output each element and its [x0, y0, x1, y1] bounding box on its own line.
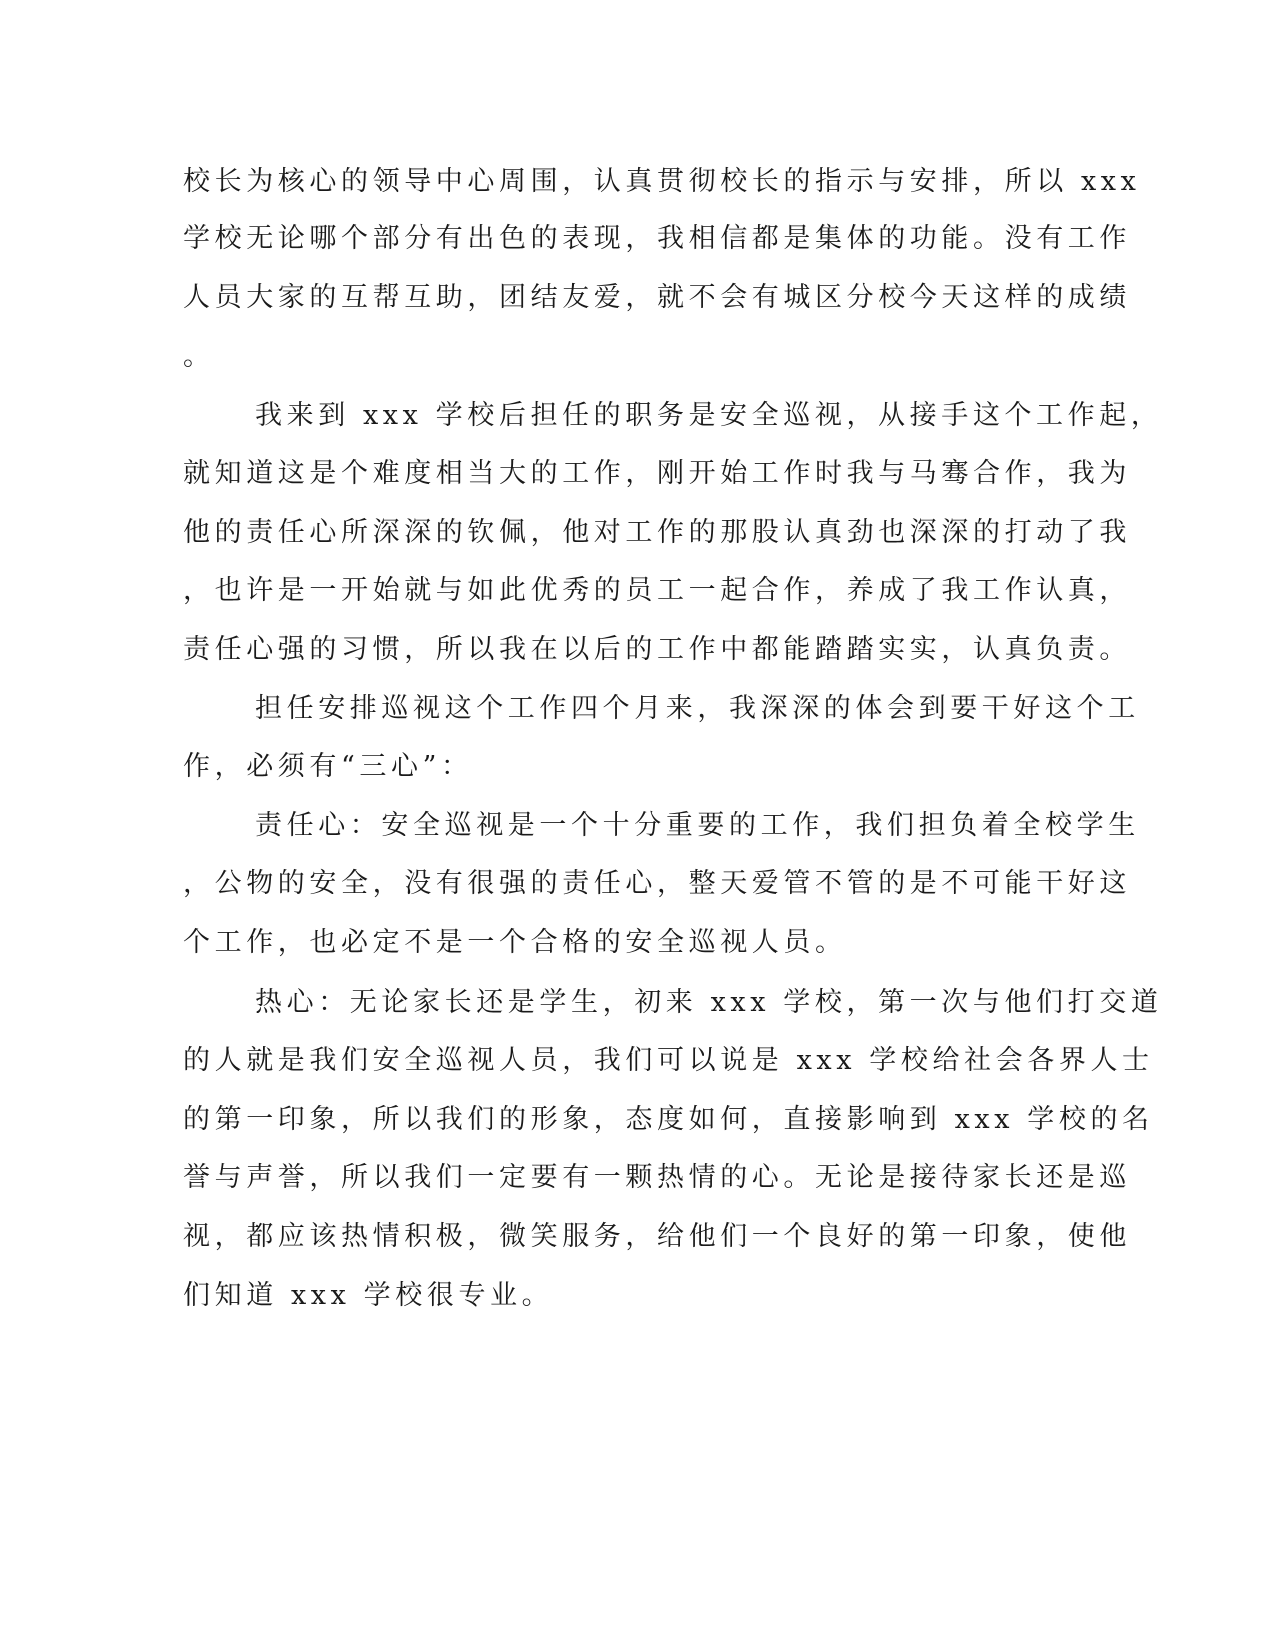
text-line: 个工作，也必定不是一个合格的安全巡视人员。 — [183, 927, 847, 958]
text-line: 。 — [183, 341, 215, 372]
text-line: 的第一印象，所以我们的形象，态度如何，直接影响到 xxx 学校的名 — [183, 1104, 1154, 1135]
paragraph-start-line: 我来到 xxx 学校后担任的职务是安全巡视，从接手这个工作起， — [255, 400, 1163, 431]
text-line: ，公物的安全，没有很强的责任心，整天爱管不管的是不可能干好这 — [183, 868, 1131, 899]
text-line: 的人就是我们安全巡视人员，我们可以说是 xxx 学校给社会各界人士 — [183, 1045, 1154, 1076]
paragraph-start-line: 责任心：安全巡视是一个十分重要的工作，我们担负着全校学生 — [255, 810, 1140, 841]
paragraph-start-line: 担任安排巡视这个工作四个月来，我深深的体会到要干好这个工 — [255, 693, 1140, 724]
text-line: 责任心强的习惯，所以我在以后的工作中都能踏踏实实，认真负责。 — [183, 634, 1131, 665]
text-line: 们知道 xxx 学校很专业。 — [183, 1280, 554, 1311]
text-line: 作，必须有“三心”： — [183, 751, 473, 782]
paragraph-start-line: 热心：无论家长还是学生，初来 xxx 学校，第一次与他们打交道 — [255, 987, 1163, 1018]
text-line: 人员大家的互帮互助，团结友爱，就不会有城区分校今天这样的成绩 — [183, 282, 1131, 313]
text-line: 校长为核心的领导中心周围，认真贯彻校长的指示与安排，所以 xxx — [183, 166, 1141, 197]
text-line: ，也许是一开始就与如此优秀的员工一起合作，养成了我工作认真， — [183, 575, 1131, 606]
text-line: 他的责任心所深深的钦佩，他对工作的那股认真劲也深深的打动了我 — [183, 517, 1131, 548]
text-line: 学校无论哪个部分有出色的表现，我相信都是集体的功能。没有工作 — [183, 223, 1131, 254]
text-line: 视，都应该热情积极，微笑服务，给他们一个良好的第一印象，使他 — [183, 1221, 1131, 1252]
text-line: 誉与声誉，所以我们一定要有一颗热情的心。无论是接待家长还是巡 — [183, 1162, 1131, 1193]
text-line: 就知道这是个难度相当大的工作，刚开始工作时我与马骞合作，我为 — [183, 458, 1131, 489]
